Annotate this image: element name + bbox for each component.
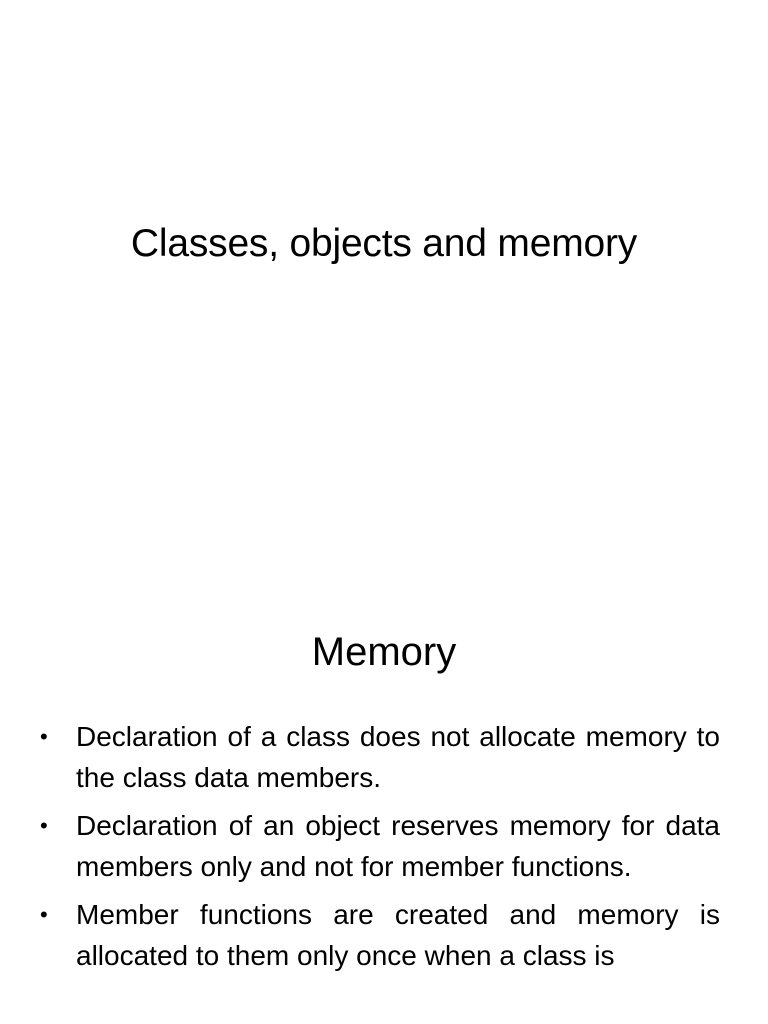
memory-slide xyxy=(0,576,768,1024)
bullet-list xyxy=(40,716,720,983)
bullet-marker: • xyxy=(40,902,48,927)
bullet-marker: • xyxy=(40,813,48,838)
slide-title: Classes, objects and memory xyxy=(130,222,638,265)
bullet-item xyxy=(40,894,720,976)
bullet-text: Declaration of an object reserves memory for data members only and not for member functions. xyxy=(76,810,720,882)
bullet-item xyxy=(40,716,720,798)
bullet-text: Declaration of a class does not allocate memory to the class data members. xyxy=(76,721,720,793)
bullet-text: Member functions are created and memory is allocated to them only once when a class is xyxy=(76,899,720,971)
slide-heading: Memory xyxy=(311,630,457,674)
bullet-marker: • xyxy=(40,724,48,749)
bullet-item xyxy=(40,805,720,887)
